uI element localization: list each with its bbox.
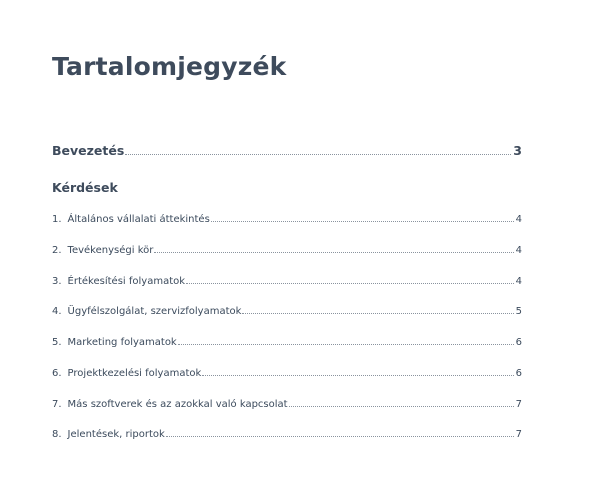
dot-leader (211, 221, 514, 222)
toc-title: Tartalomjegyzék (52, 52, 287, 81)
toc-entry-number: 3. (52, 276, 62, 287)
toc-entry[interactable] (52, 245, 522, 256)
dot-leader (166, 436, 514, 437)
toc-page-number: 6 (515, 368, 522, 379)
toc-entry-label: Jelentések, riportok (67, 429, 165, 440)
toc-entry[interactable] (52, 214, 522, 225)
toc-entry-number: 2. (52, 245, 62, 256)
toc-entry-label: Tevékenységi kör (67, 245, 154, 256)
toc-entry-number: 6. (52, 368, 62, 379)
toc-entry-number: 7. (52, 399, 62, 410)
toc-page-number: 7 (515, 399, 522, 410)
toc-entry-intro[interactable] (52, 143, 522, 158)
dot-leader (202, 375, 513, 376)
toc-page-number: 4 (515, 214, 522, 225)
toc-entry-number: 5. (52, 337, 62, 348)
toc-page-number: 5 (515, 306, 522, 317)
toc-page-number: 6 (515, 337, 522, 348)
toc-page-number: 3 (513, 143, 522, 158)
toc-entry-label: Értékesítési folyamatok (67, 276, 186, 287)
toc-entry-number: 4. (52, 306, 62, 317)
toc-entry[interactable] (52, 429, 522, 440)
dot-leader (125, 154, 511, 155)
dot-leader (178, 344, 514, 345)
toc-entry-label: Más szoftverek és az azokkal való kapcsolat (67, 399, 288, 410)
toc-entry[interactable] (52, 399, 522, 410)
section-heading: Kérdések (52, 180, 118, 195)
toc-page-number: 4 (515, 245, 522, 256)
dot-leader (186, 283, 514, 284)
toc-entry[interactable] (52, 368, 522, 379)
toc-entry[interactable] (52, 337, 522, 348)
toc-entry-label: Marketing folyamatok (67, 337, 177, 348)
toc-entry-number: 1. (52, 214, 62, 225)
dot-leader (154, 252, 513, 253)
dot-leader (289, 406, 514, 407)
toc-entry[interactable] (52, 276, 522, 287)
toc-entry-label: Bevezetés (52, 143, 125, 158)
toc-entry[interactable] (52, 306, 522, 317)
toc-entry-label: Projektkezelési folyamatok (67, 368, 202, 379)
toc-entry-label: Általános vállalati áttekintés (67, 214, 210, 225)
toc-page-number: 7 (515, 429, 522, 440)
toc-page-number: 4 (515, 276, 522, 287)
toc-entry-label: Ügyfélszolgálat, szervizfolyamatok (67, 306, 242, 317)
toc-entry-number: 8. (52, 429, 62, 440)
dot-leader (242, 313, 513, 314)
